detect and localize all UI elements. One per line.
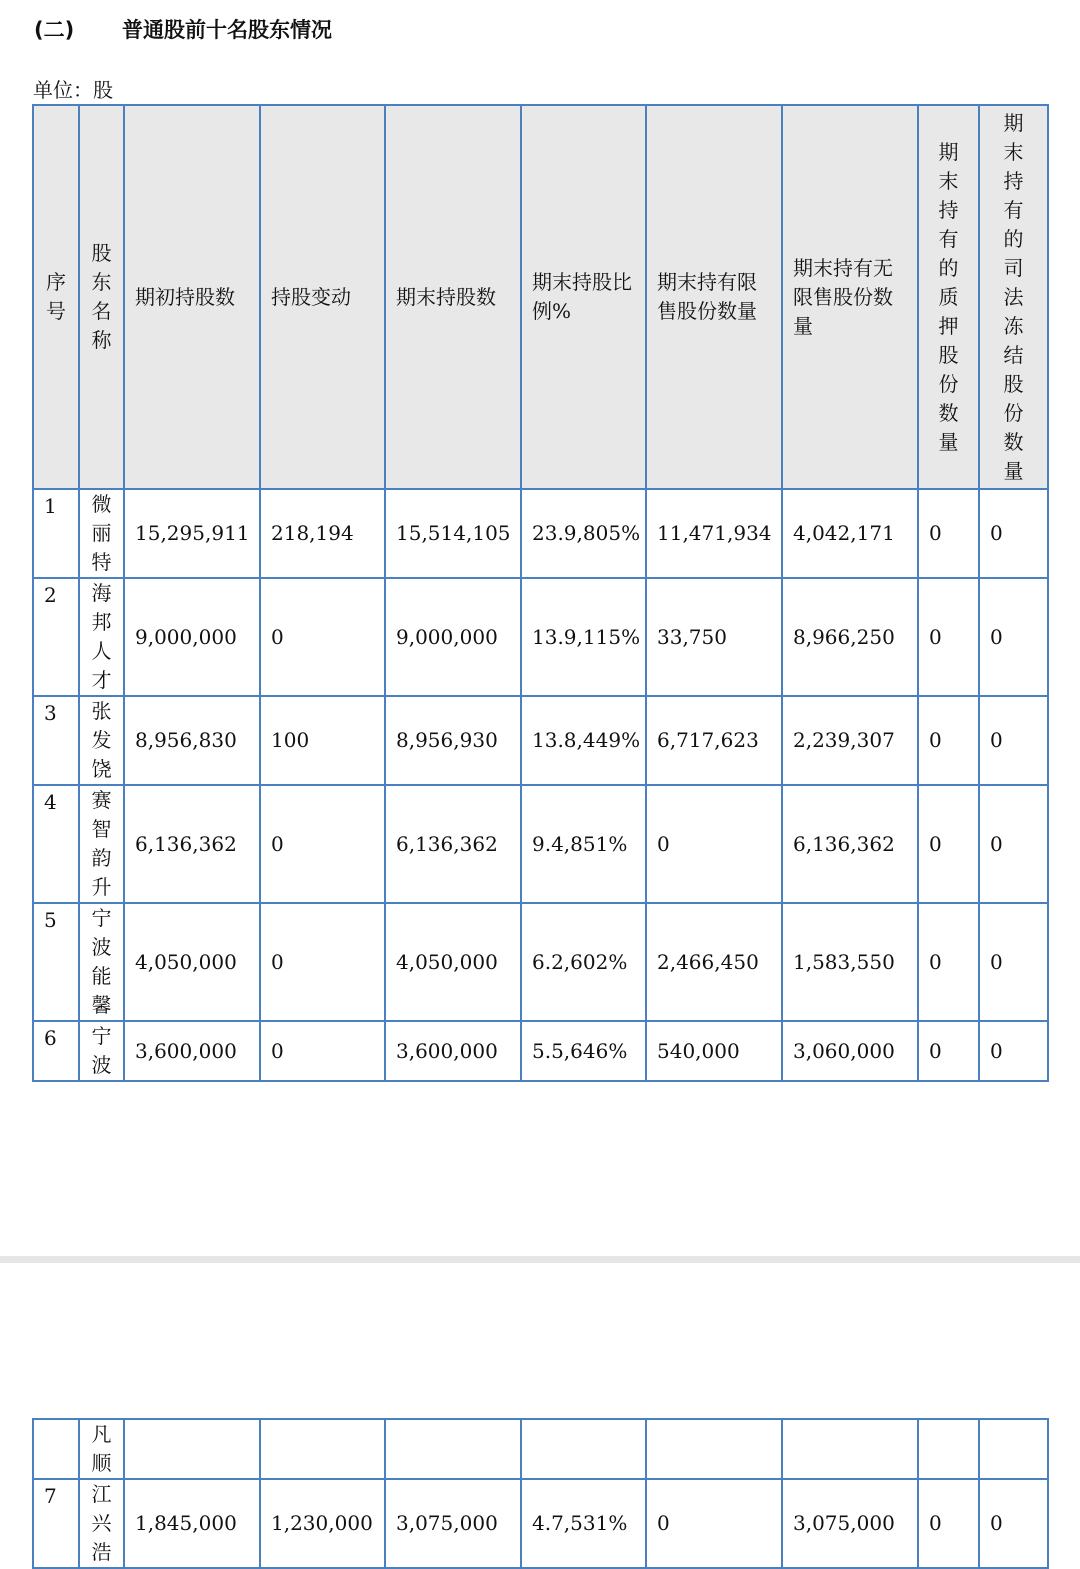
cell-closing-ratio: 6.2,602% (521, 903, 646, 1021)
cell-seq: 4 (33, 785, 79, 903)
cell-unrestricted-shares: 2,239,307 (782, 696, 918, 785)
cell-pledged-shares: 0 (918, 578, 979, 696)
cell-holder-name: 宁波能馨 (79, 903, 124, 1021)
cell-holder-name: 宁波 (79, 1021, 124, 1081)
cell-closing-shares: 6,136,362 (385, 785, 521, 903)
cell-closing-ratio: 13.9,115% (521, 578, 646, 696)
cell-opening-shares: 1,845,000 (124, 1479, 260, 1568)
cell-seq: 7 (33, 1479, 79, 1568)
header-opening-shares: 期初持股数 (124, 105, 260, 489)
cell-closing-shares: 15,514,105 (385, 489, 521, 578)
cell-frozen-shares: 0 (979, 489, 1048, 578)
table-row (33, 903, 1048, 1021)
cell-closing-shares (385, 1419, 521, 1479)
header-holder-name: 股东名称 (79, 105, 124, 489)
cell-unrestricted-shares: 1,583,550 (782, 903, 918, 1021)
cell-closing-shares: 3,600,000 (385, 1021, 521, 1081)
cell-frozen-shares (979, 1419, 1048, 1479)
section-number: (二) (34, 18, 75, 42)
cell-pledged-shares (918, 1419, 979, 1479)
cell-restricted-shares (646, 1419, 782, 1479)
cell-restricted-shares: 33,750 (646, 578, 782, 696)
unit-label: 单位：股 (33, 78, 113, 102)
cell-opening-shares: 3,600,000 (124, 1021, 260, 1081)
table-row (33, 785, 1048, 903)
cell-closing-ratio: 5.5,646% (521, 1021, 646, 1081)
cell-restricted-shares: 6,717,623 (646, 696, 782, 785)
cell-unrestricted-shares: 3,075,000 (782, 1479, 918, 1568)
cell-restricted-shares: 2,466,450 (646, 903, 782, 1021)
cell-pledged-shares: 0 (918, 489, 979, 578)
header-frozen-shares: 期末持有的司法冻结股份数量 (979, 105, 1048, 489)
cell-restricted-shares: 0 (646, 785, 782, 903)
cell-seq: 1 (33, 489, 79, 578)
cell-holder-name: 江兴浩 (79, 1479, 124, 1568)
cell-opening-shares (124, 1419, 260, 1479)
table-row (33, 489, 1048, 578)
table-header-row (33, 105, 1048, 489)
cell-closing-shares: 8,956,930 (385, 696, 521, 785)
cell-holder-name: 张发饶 (79, 696, 124, 785)
cell-opening-shares: 8,956,830 (124, 696, 260, 785)
table-row (33, 1021, 1048, 1081)
table-row (33, 696, 1048, 785)
cell-seq (33, 1419, 79, 1479)
cell-share-change: 0 (260, 1021, 385, 1081)
cell-seq: 5 (33, 903, 79, 1021)
table-row (33, 1419, 1048, 1479)
header-restricted-shares: 期末持有限售股份数量 (646, 105, 782, 489)
cell-restricted-shares: 11,471,934 (646, 489, 782, 578)
header-unrestricted-shares: 期末持有无限售股份数量 (782, 105, 918, 489)
cell-share-change: 100 (260, 696, 385, 785)
shareholders-table (32, 104, 1049, 1082)
cell-share-change: 0 (260, 903, 385, 1021)
table-row (33, 578, 1048, 696)
cell-seq: 3 (33, 696, 79, 785)
cell-frozen-shares: 0 (979, 696, 1048, 785)
cell-pledged-shares: 0 (918, 785, 979, 903)
cell-closing-shares: 4,050,000 (385, 903, 521, 1021)
cell-opening-shares: 15,295,911 (124, 489, 260, 578)
cell-restricted-shares: 0 (646, 1479, 782, 1568)
cell-opening-shares: 6,136,362 (124, 785, 260, 903)
cell-share-change: 0 (260, 785, 385, 903)
cell-unrestricted-shares: 6,136,362 (782, 785, 918, 903)
cell-seq: 2 (33, 578, 79, 696)
cell-pledged-shares: 0 (918, 696, 979, 785)
cell-share-change: 218,194 (260, 489, 385, 578)
header-closing-shares: 期末持股数 (385, 105, 521, 489)
cell-closing-ratio: 9.4,851% (521, 785, 646, 903)
shareholders-table-continued (32, 1418, 1049, 1569)
cell-frozen-shares: 0 (979, 785, 1048, 903)
cell-seq: 6 (33, 1021, 79, 1081)
cell-restricted-shares: 540,000 (646, 1021, 782, 1081)
cell-opening-shares: 9,000,000 (124, 578, 260, 696)
cell-pledged-shares: 0 (918, 903, 979, 1021)
header-pledged-shares: 期末持有的质押股份数量 (918, 105, 979, 489)
cell-share-change (260, 1419, 385, 1479)
cell-unrestricted-shares: 3,060,000 (782, 1021, 918, 1081)
section-title: 普通股前十名股东情况 (122, 18, 332, 42)
cell-holder-name: 赛智韵升 (79, 785, 124, 903)
cell-holder-name: 凡顺 (79, 1419, 124, 1479)
cell-share-change: 0 (260, 578, 385, 696)
header-closing-ratio: 期末持股比例% (521, 105, 646, 489)
page-break (0, 1256, 1080, 1263)
cell-closing-ratio (521, 1419, 646, 1479)
cell-unrestricted-shares: 8,966,250 (782, 578, 918, 696)
cell-closing-shares: 3,075,000 (385, 1479, 521, 1568)
cell-opening-shares: 4,050,000 (124, 903, 260, 1021)
header-seq: 序号 (33, 105, 79, 489)
cell-frozen-shares: 0 (979, 1021, 1048, 1081)
cell-share-change: 1,230,000 (260, 1479, 385, 1568)
cell-closing-ratio: 13.8,449% (521, 696, 646, 785)
cell-frozen-shares: 0 (979, 1479, 1048, 1568)
cell-holder-name: 海邦人才 (79, 578, 124, 696)
header-share-change: 持股变动 (260, 105, 385, 489)
cell-pledged-shares: 0 (918, 1479, 979, 1568)
cell-pledged-shares: 0 (918, 1021, 979, 1081)
cell-unrestricted-shares: 4,042,171 (782, 489, 918, 578)
cell-closing-ratio: 23.9,805% (521, 489, 646, 578)
cell-closing-ratio: 4.7,531% (521, 1479, 646, 1568)
cell-closing-shares: 9,000,000 (385, 578, 521, 696)
table-row (33, 1479, 1048, 1568)
cell-holder-name: 微丽特 (79, 489, 124, 578)
cell-frozen-shares: 0 (979, 903, 1048, 1021)
section-heading (34, 14, 332, 44)
cell-frozen-shares: 0 (979, 578, 1048, 696)
cell-unrestricted-shares (782, 1419, 918, 1479)
